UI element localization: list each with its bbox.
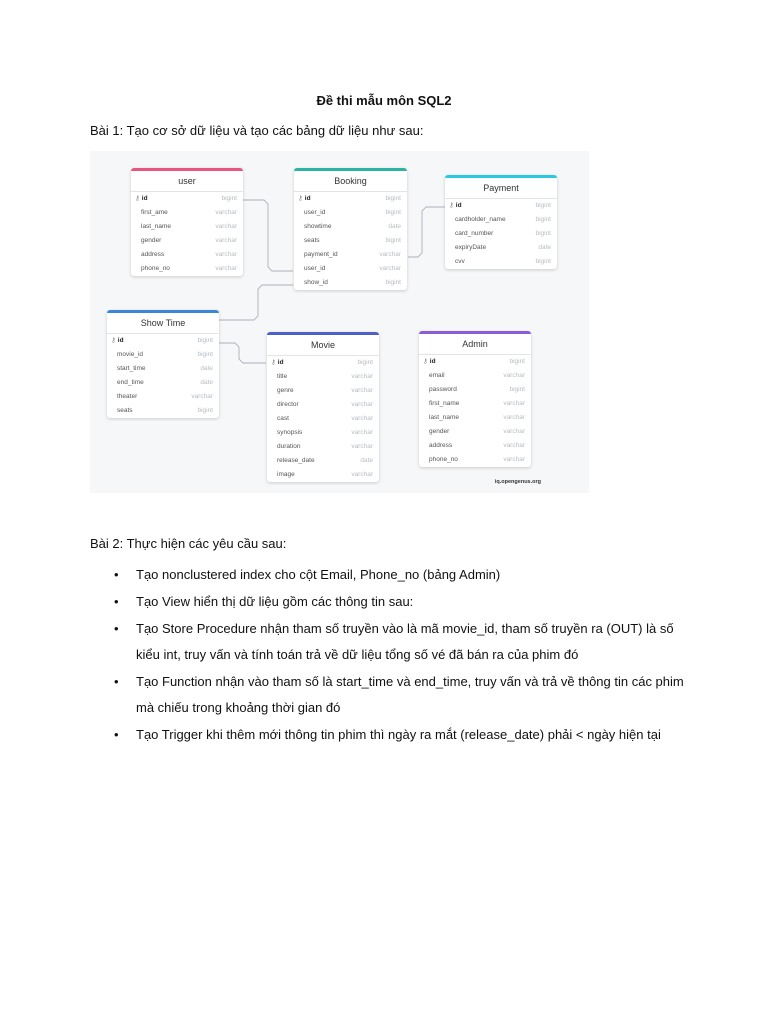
- column-type: bigint: [385, 279, 401, 286]
- column-type: varchar: [191, 393, 213, 400]
- key-icon: ⚷: [449, 202, 454, 209]
- column-type: date: [360, 457, 373, 464]
- column-type: varchar: [351, 387, 373, 394]
- table-booking: [294, 168, 407, 290]
- table-show-time: [107, 310, 219, 418]
- column-name: seats: [117, 407, 133, 414]
- column-name: phone_no: [429, 456, 458, 463]
- table-row: [419, 425, 531, 439]
- table-payment: [445, 175, 557, 269]
- table-row: [445, 227, 557, 241]
- column-type: bigint: [385, 195, 401, 202]
- column-name: genre: [277, 387, 294, 394]
- table-row: [445, 199, 557, 213]
- column-type: varchar: [503, 428, 525, 435]
- primary-key-name: id: [277, 359, 284, 366]
- column-name: synopsis: [277, 429, 303, 436]
- column-type: bigint: [509, 358, 525, 365]
- column-name: end_time: [117, 379, 144, 386]
- column-name: gender: [141, 237, 162, 244]
- column-type: varchar: [379, 251, 401, 258]
- column-type: date: [388, 223, 401, 230]
- list-item: • Tạo Store Procedure nhận tham số truyền vào là mã movie_id, tham số truyền ra (OUT) là số kiểu int, truy vấn và tính toán trả về dữ liệu tổng số vé đã bán ra của phim đó: [90, 616, 690, 668]
- key-icon: ⚷: [271, 359, 276, 366]
- column-type: varchar: [503, 400, 525, 407]
- column-name: first_name: [429, 400, 460, 407]
- column-type: date: [200, 379, 213, 386]
- column-type: varchar: [351, 415, 373, 422]
- table-row: [267, 356, 379, 370]
- table-row: [419, 411, 531, 425]
- requirements-list: [90, 562, 690, 749]
- column-name: last_name: [141, 223, 171, 230]
- table-row: [267, 412, 379, 426]
- table-row: [267, 370, 379, 384]
- table-row: [131, 248, 243, 262]
- table-row: [267, 440, 379, 454]
- table-columns: [131, 192, 243, 276]
- column-type: bigint: [535, 202, 551, 209]
- table-row: [107, 404, 219, 418]
- column-type: varchar: [351, 401, 373, 408]
- er-diagram: [90, 151, 589, 493]
- column-name: cvv: [455, 258, 465, 265]
- column-name: first_ame: [141, 209, 168, 216]
- column-type: bigint: [197, 351, 213, 358]
- table-row: [131, 192, 243, 206]
- column-type: varchar: [215, 265, 237, 272]
- table-row: [107, 334, 219, 348]
- table-row: [267, 398, 379, 412]
- column-name: card_number: [455, 230, 494, 237]
- table-header: user: [131, 171, 243, 192]
- table-row: [131, 220, 243, 234]
- table-row: [294, 220, 407, 234]
- column-name: cardholder_name: [455, 216, 506, 223]
- column-type: varchar: [351, 429, 373, 436]
- table-row: [107, 362, 219, 376]
- column-name: user_id: [304, 209, 326, 216]
- table-row: [294, 248, 407, 262]
- table-columns: [294, 192, 407, 290]
- table-row: [131, 262, 243, 276]
- column-type: varchar: [215, 223, 237, 230]
- table-row: [267, 384, 379, 398]
- column-type: varchar: [503, 414, 525, 421]
- rel-user-booking: [243, 200, 293, 271]
- column-type: varchar: [215, 251, 237, 258]
- column-name: release_date: [277, 457, 315, 464]
- column-type: varchar: [215, 237, 237, 244]
- table-row: [131, 234, 243, 248]
- column-type: varchar: [379, 265, 401, 272]
- primary-key-name: id: [429, 358, 436, 365]
- column-name: last_name: [429, 414, 459, 421]
- table-row: [267, 454, 379, 468]
- primary-key-cell: [449, 199, 462, 213]
- table-row: [131, 206, 243, 220]
- table-row: [294, 276, 407, 290]
- diagram-credit: iq.opengenus.org: [494, 479, 541, 485]
- primary-key-name: id: [117, 337, 124, 344]
- key-icon: ⚷: [423, 358, 428, 365]
- column-type: bigint: [535, 258, 551, 265]
- table-row: [419, 397, 531, 411]
- column-type: bigint: [385, 209, 401, 216]
- primary-key-cell: [298, 192, 311, 206]
- document-title: Đề thi mẫu môn SQL2: [316, 93, 452, 108]
- column-type: date: [538, 244, 551, 251]
- primary-key-cell: [111, 334, 124, 348]
- list-item: • Tạo Function nhận vào tham số là start_time và end_time, truy vấn và trả về thông tin các phim mà chiếu trong khoảng thời gian đó: [90, 669, 690, 721]
- column-name: seats: [304, 237, 320, 244]
- table-row: [294, 192, 407, 206]
- column-type: bigint: [385, 237, 401, 244]
- table-header: Admin: [419, 334, 531, 355]
- table-columns: [445, 199, 557, 269]
- column-type: bigint: [535, 216, 551, 223]
- key-icon: ⚷: [135, 195, 140, 202]
- primary-key-name: id: [141, 195, 148, 202]
- column-name: phone_no: [141, 265, 170, 272]
- column-type: varchar: [215, 209, 237, 216]
- exercise-2-heading: Bài 2: Thực hiện các yêu cầu sau:: [90, 536, 287, 551]
- column-name: cast: [277, 415, 289, 422]
- column-name: user_id: [304, 265, 326, 272]
- table-columns: [107, 334, 219, 418]
- table-row: [445, 255, 557, 269]
- table-header: Show Time: [107, 313, 219, 334]
- key-icon: ⚷: [111, 337, 116, 344]
- column-name: show_id: [304, 279, 328, 286]
- table-row: [267, 468, 379, 482]
- column-name: showtime: [304, 223, 332, 230]
- table-row: [107, 390, 219, 404]
- column-name: email: [429, 372, 445, 379]
- column-type: varchar: [503, 442, 525, 449]
- table-row: [419, 453, 531, 467]
- column-type: date: [200, 365, 213, 372]
- column-type: varchar: [503, 372, 525, 379]
- table-row: [294, 262, 407, 276]
- column-name: expiryDate: [455, 244, 487, 251]
- column-type: varchar: [351, 373, 373, 380]
- column-type: bigint: [535, 230, 551, 237]
- table-row: [419, 369, 531, 383]
- rel-showtime-movie: [219, 343, 266, 363]
- column-name: payment_id: [304, 251, 338, 258]
- table-movie: [267, 332, 379, 482]
- column-name: address: [141, 251, 165, 258]
- table-admin: [419, 331, 531, 467]
- primary-key-cell: [271, 356, 284, 370]
- primary-key-name: id: [455, 202, 462, 209]
- table-header: Booking: [294, 171, 407, 192]
- column-type: bigint: [357, 359, 373, 366]
- exercise-1-heading: Bài 1: Tạo cơ sở dữ liệu và tạo các bảng dữ liệu như sau:: [90, 123, 424, 138]
- column-type: bigint: [197, 337, 213, 344]
- column-name: gender: [429, 428, 450, 435]
- column-name: movie_id: [117, 351, 144, 358]
- table-row: [267, 426, 379, 440]
- column-name: start_time: [117, 365, 146, 372]
- table-row: [445, 241, 557, 255]
- column-name: director: [277, 401, 299, 408]
- primary-key-cell: [135, 192, 148, 206]
- table-row: [107, 376, 219, 390]
- rel-booking-payment: [408, 207, 445, 257]
- rel-showtime-booking: [219, 285, 293, 320]
- primary-key-name: id: [304, 195, 311, 202]
- table-row: [445, 213, 557, 227]
- table-row: [294, 206, 407, 220]
- list-item: • Tạo Trigger khi thêm mới thông tin phim thì ngày ra mắt (release_date) phải < ngày hiện tại: [90, 722, 690, 748]
- column-type: bigint: [221, 195, 237, 202]
- table-row: [419, 383, 531, 397]
- list-item: • Tạo nonclustered index cho cột Email, Phone_no (bảng Admin): [90, 562, 690, 588]
- table-row: [419, 439, 531, 453]
- table-columns: [419, 355, 531, 467]
- table-columns: [267, 356, 379, 482]
- key-icon: ⚷: [298, 195, 303, 202]
- column-name: password: [429, 386, 457, 393]
- table-header: Payment: [445, 178, 557, 199]
- table-header: Movie: [267, 335, 379, 356]
- column-type: varchar: [503, 456, 525, 463]
- column-type: varchar: [351, 443, 373, 450]
- column-name: duration: [277, 443, 301, 450]
- table-user: [131, 168, 243, 276]
- table-row: [294, 234, 407, 248]
- column-type: varchar: [351, 471, 373, 478]
- column-type: bigint: [197, 407, 213, 414]
- table-row: [107, 348, 219, 362]
- column-type: bigint: [509, 386, 525, 393]
- list-item: • Tạo View hiển thị dữ liệu gồm các thông tin sau:: [90, 589, 690, 615]
- table-row: [419, 355, 531, 369]
- column-name: address: [429, 442, 453, 449]
- column-name: theater: [117, 393, 138, 400]
- primary-key-cell: [423, 355, 436, 369]
- column-name: title: [277, 373, 288, 380]
- column-name: image: [277, 471, 295, 478]
